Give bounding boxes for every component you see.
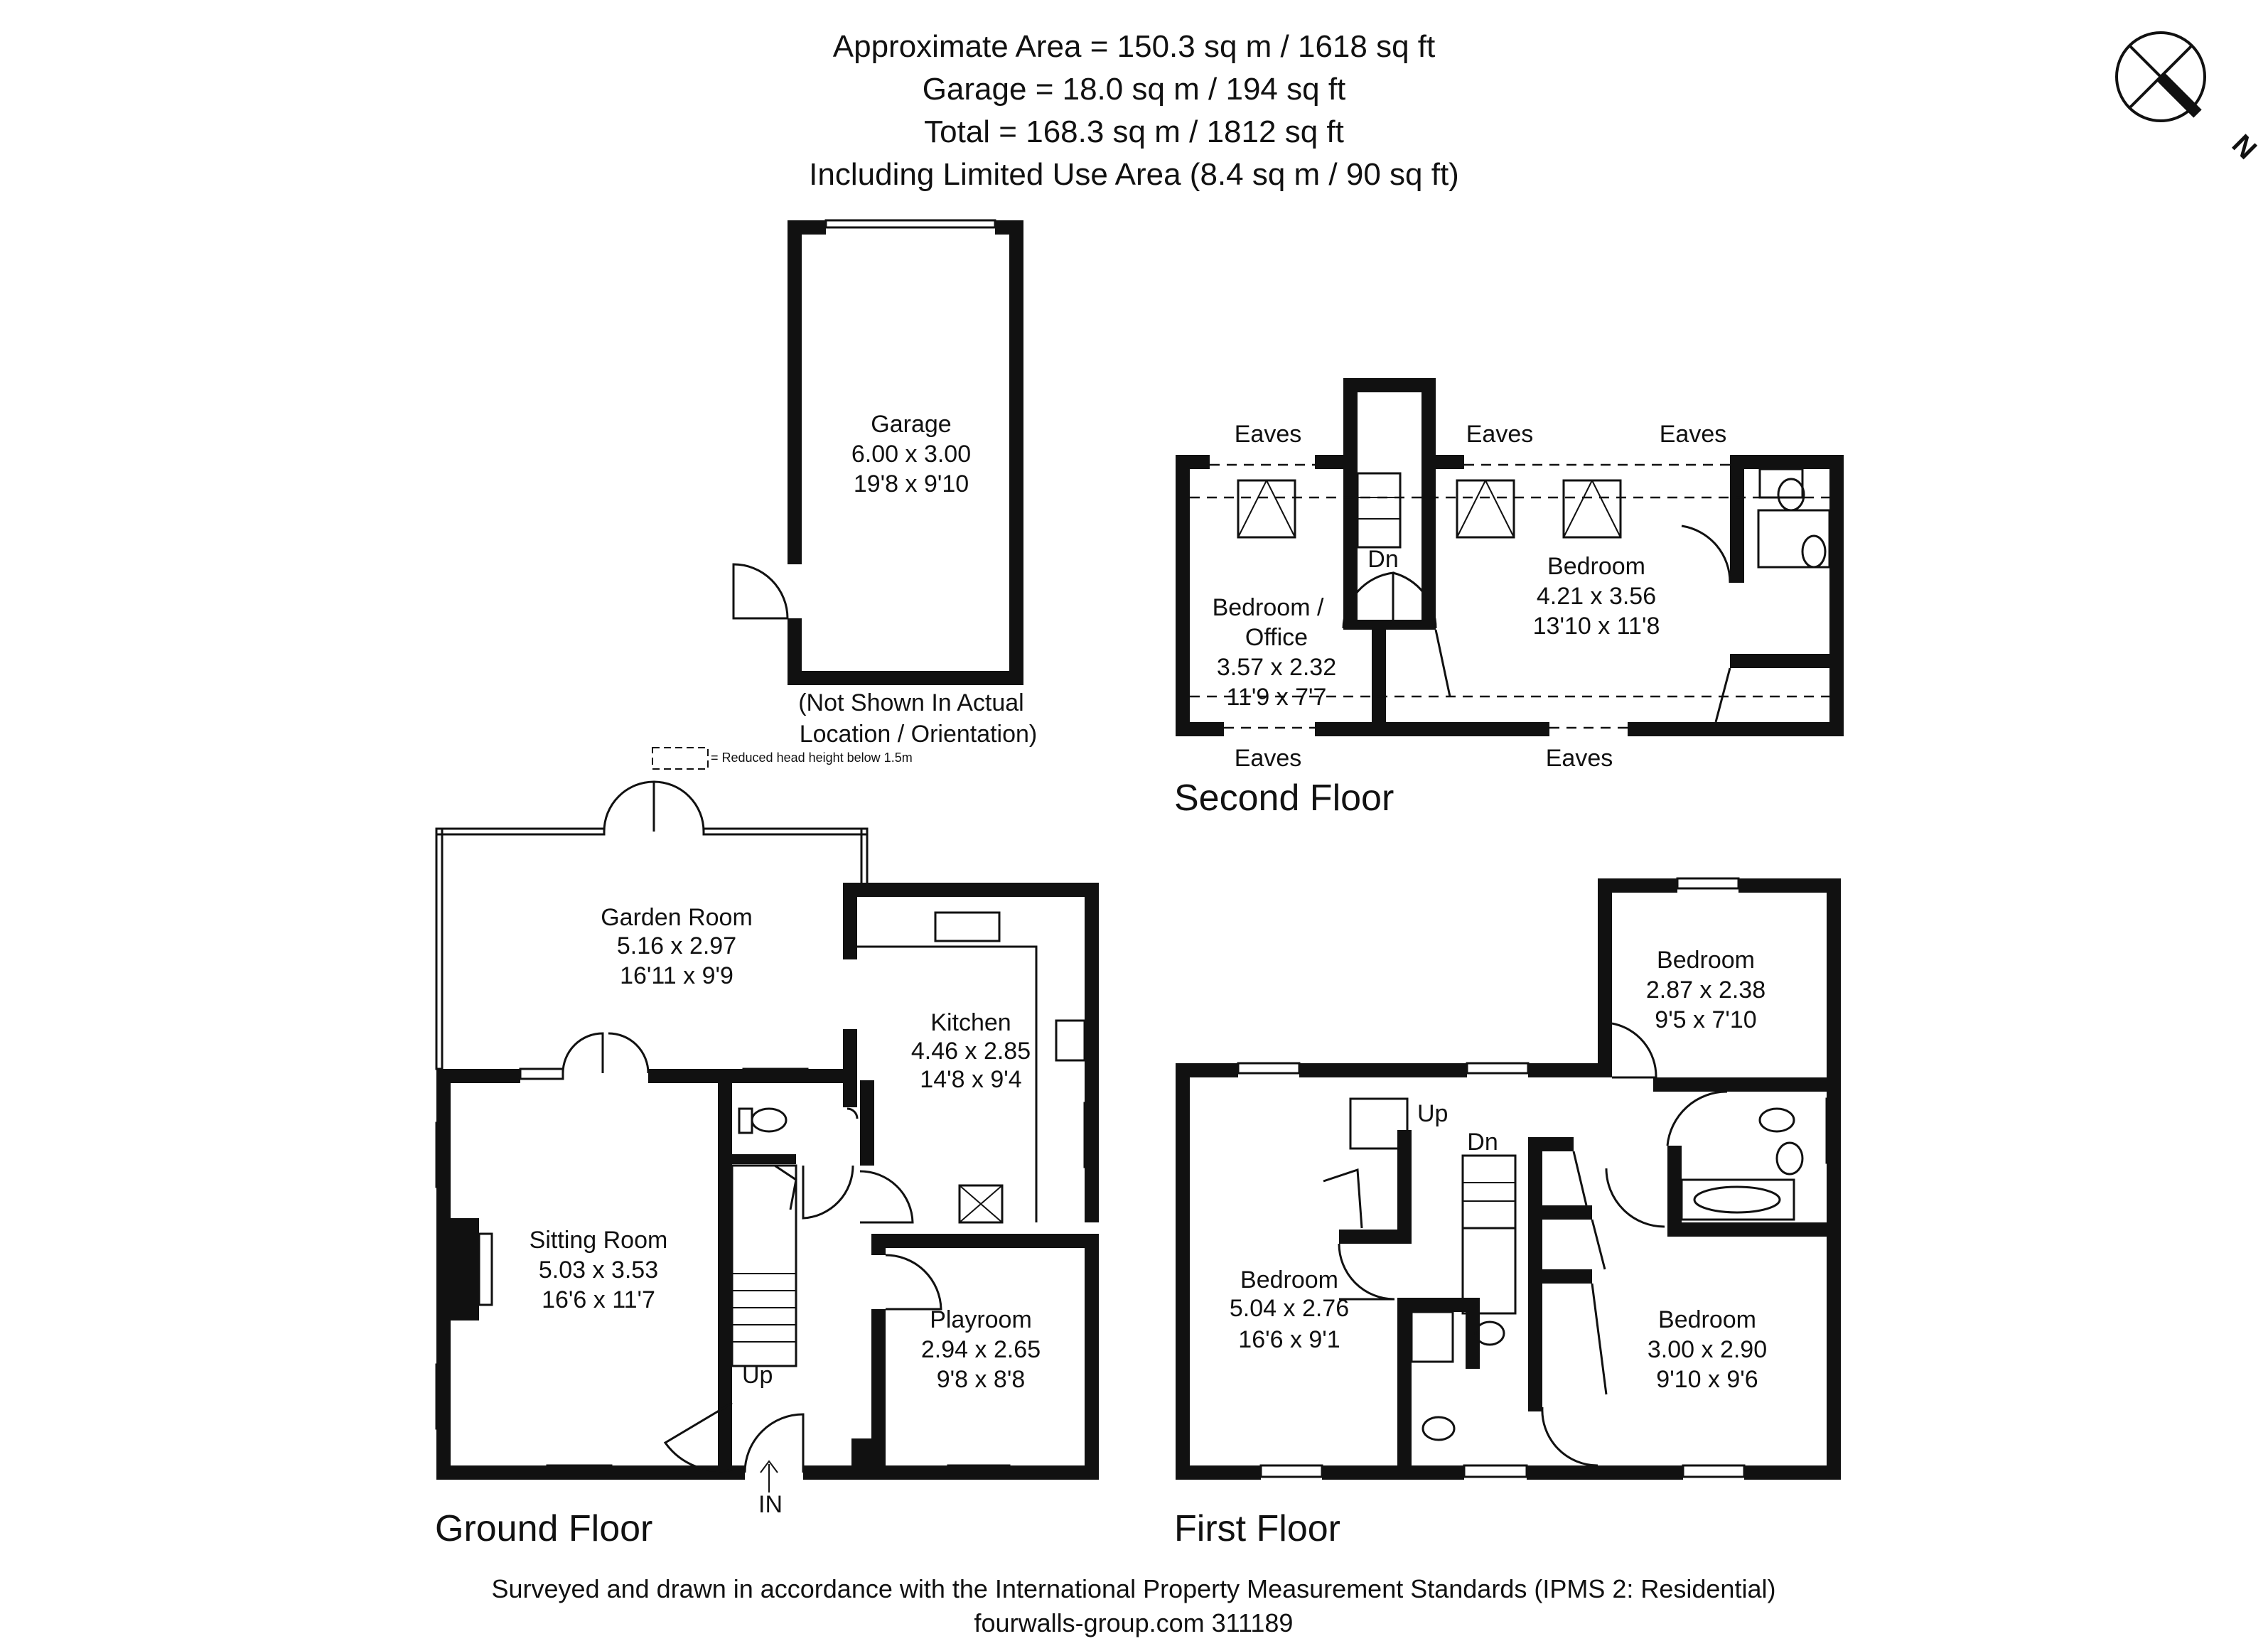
legend [652, 748, 913, 769]
second-bedroom-imperial: 13'10 x 11'8 [1532, 613, 1660, 640]
sitting-room-imperial: 16'6 x 11'7 [542, 1286, 655, 1313]
bedroom-top-label: Bedroom [1657, 947, 1755, 974]
playroom-label: Playroom [930, 1306, 1032, 1333]
first-stairs-dn-label: Dn [1467, 1129, 1498, 1156]
footer-reference-text: fourwalls-group.com 311189 [974, 1608, 1294, 1637]
second-stairs-dn-label: Dn [1367, 546, 1399, 573]
bedroom-office-label-2: Office [1245, 624, 1308, 651]
bedroom-top-metric: 2.87 x 2.38 [1645, 977, 1766, 1004]
eaves-label-3: Eaves [1659, 421, 1727, 448]
garden-room-imperial: 16'11 x 9'9 [620, 962, 733, 989]
north-arrow-icon [2117, 33, 2262, 166]
eaves-label-4: Eaves [1234, 745, 1302, 772]
second-bedroom-metric: 4.21 x 3.56 [1536, 583, 1657, 610]
garden-room-label: Garden Room [601, 904, 753, 931]
limited-use-line: Including Limited Use Area (8.4 sq m / 90 sq ft) [809, 157, 1459, 192]
ground-stairs-up-label: Up [742, 1362, 773, 1389]
bedroom-left-imperial: 16'6 x 9'1 [1238, 1326, 1340, 1353]
footer-standards-text: Surveyed and drawn in accordance with the International Property Measurement Standards (IPMS 2: Residential) [491, 1574, 1776, 1603]
first-floor-title: First Floor [1174, 1508, 1340, 1549]
second-bedroom-label: Bedroom [1547, 553, 1645, 580]
sitting-room-label: Sitting Room [529, 1227, 668, 1254]
eaves-label-5: Eaves [1545, 745, 1613, 772]
bedroom-top-imperial: 9'5 x 7'10 [1655, 1006, 1757, 1033]
second-floor-title: Second Floor [1174, 778, 1394, 819]
total-area-line: Approximate Area = 150.3 sq m / 1618 sq ft [832, 29, 1436, 64]
kitchen-imperial: 14'8 x 9'4 [920, 1066, 1022, 1093]
legend-text: = Reduced head height below 1.5m [711, 751, 913, 765]
grand-total-line: Total = 168.3 sq m / 1812 sq ft [924, 114, 1344, 149]
garden-room-metric: 5.16 x 2.97 [616, 932, 737, 959]
kitchen-metric: 4.46 x 2.85 [910, 1038, 1031, 1065]
bedroom-office-metric: 3.57 x 2.32 [1216, 654, 1337, 681]
playroom-imperial: 9'8 x 8'8 [936, 1366, 1026, 1393]
kitchen-label: Kitchen [930, 1009, 1011, 1036]
playroom-metric: 2.94 x 2.65 [920, 1336, 1041, 1363]
ground-floor-title: Ground Floor [435, 1508, 653, 1549]
garage-note-2: Location / Orientation) [799, 721, 1038, 748]
north-label: N [2225, 129, 2263, 166]
bedroom-left-metric: 5.04 x 2.76 [1229, 1295, 1350, 1322]
garage-area-line: Garage = 18.0 sq m / 194 sq ft [922, 72, 1346, 107]
entrance-label: IN [758, 1491, 783, 1518]
eaves-label-2: Eaves [1466, 421, 1534, 448]
bedroom-right-imperial: 9'10 x 9'6 [1656, 1366, 1758, 1393]
bedroom-office-imperial: 11'9 x 7'7 [1226, 684, 1327, 711]
garage-label: Garage [871, 411, 952, 438]
garage-metric: 6.00 x 3.00 [851, 441, 972, 468]
bedroom-left-label: Bedroom [1240, 1266, 1338, 1293]
bedroom-right-metric: 3.00 x 2.90 [1647, 1336, 1768, 1363]
bedroom-office-label-1: Bedroom / [1212, 594, 1324, 621]
garage-note-1: (Not Shown In Actual [798, 689, 1024, 716]
sitting-room-metric: 5.03 x 3.53 [538, 1257, 659, 1284]
first-stairs-up-label: Up [1417, 1100, 1449, 1127]
eaves-label-1: Eaves [1234, 421, 1302, 448]
garage-imperial: 19'8 x 9'10 [853, 470, 969, 497]
bedroom-right-label: Bedroom [1658, 1306, 1756, 1333]
